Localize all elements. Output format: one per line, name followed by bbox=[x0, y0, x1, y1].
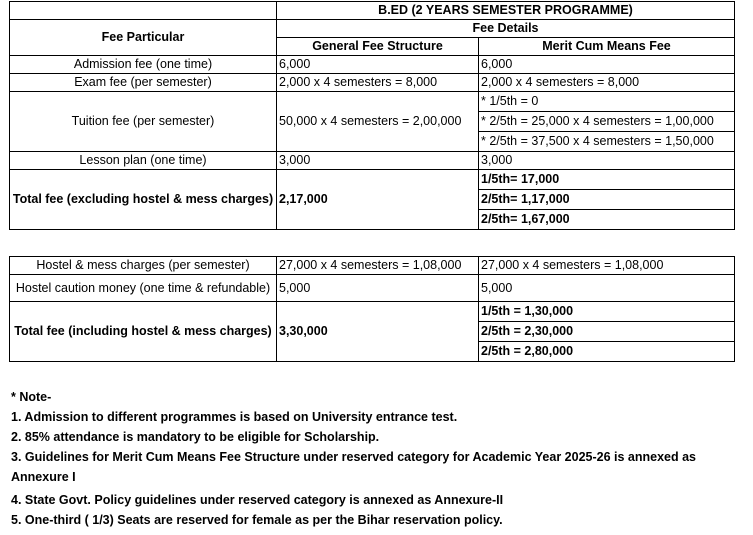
note-item: Annexure I bbox=[11, 470, 76, 484]
merit-line: 2/5th= 1,67,000 bbox=[479, 209, 734, 229]
merit-value bbox=[479, 170, 735, 230]
merit-value: 2,000 x 4 semesters = 8,000 bbox=[479, 74, 735, 92]
row-label: Hostel caution money (one time & refundable) bbox=[10, 275, 277, 302]
merit-line: 1/5th = 1,30,000 bbox=[481, 304, 574, 318]
general-value: 2,17,000 bbox=[277, 170, 479, 230]
notes-heading: * Note- bbox=[11, 390, 52, 404]
merit-value: 6,000 bbox=[479, 56, 735, 74]
programme-title: B.ED (2 YEARS SEMESTER PROGRAMME) bbox=[277, 2, 735, 20]
merit-value bbox=[479, 302, 735, 362]
merit-line: 2/5th = 2,80,000 bbox=[479, 341, 734, 361]
header-fee-details: Fee Details bbox=[277, 20, 735, 38]
table-row bbox=[10, 152, 735, 170]
merit-line: 2/5th = 2,30,000 bbox=[479, 321, 734, 341]
row-label: Total fee (including hostel & mess charges) bbox=[10, 302, 277, 362]
table-title bbox=[10, 2, 277, 20]
header-merit: Merit Cum Means Fee bbox=[479, 38, 735, 56]
row-label: Hostel & mess charges (per semester) bbox=[10, 257, 277, 275]
table-row bbox=[10, 275, 735, 302]
table-row bbox=[10, 302, 735, 362]
row-label: Exam fee (per semester) bbox=[10, 74, 277, 92]
table-row bbox=[10, 170, 735, 230]
header-fee-particular: Fee Particular bbox=[10, 20, 277, 56]
merit-line: * 2/5th = 25,000 x 4 semesters = 1,00,000 bbox=[479, 111, 734, 131]
merit-line: 2/5th= 1,17,000 bbox=[479, 189, 734, 209]
merit-line: * 2/5th = 37,500 x 4 semesters = 1,50,000 bbox=[479, 131, 734, 151]
header-general: General Fee Structure bbox=[277, 38, 479, 56]
table-row bbox=[10, 74, 735, 92]
merit-value bbox=[479, 92, 735, 152]
note-item: 4. State Govt. Policy guidelines under reserved category is annexed as Annexure-II bbox=[11, 493, 504, 507]
merit-value: 27,000 x 4 semesters = 1,08,000 bbox=[479, 257, 735, 275]
note-item: 3. Guidelines for Merit Cum Means Fee Structure under reserved category for Academic Year 2025-26 is annexed as bbox=[11, 450, 696, 464]
table-row bbox=[10, 257, 735, 275]
merit-value: 5,000 bbox=[479, 275, 735, 302]
table-row bbox=[10, 92, 735, 152]
general-value: 2,000 x 4 semesters = 8,000 bbox=[277, 74, 479, 92]
hostel-fee-table bbox=[9, 256, 735, 362]
row-label: Admission fee (one time) bbox=[10, 56, 277, 74]
general-value: 27,000 x 4 semesters = 1,08,000 bbox=[277, 257, 479, 275]
row-label: Lesson plan (one time) bbox=[10, 152, 277, 170]
fee-table bbox=[9, 1, 735, 230]
general-value: 3,30,000 bbox=[277, 302, 479, 362]
general-value: 5,000 bbox=[277, 275, 479, 302]
general-value: 50,000 x 4 semesters = 2,00,000 bbox=[277, 92, 479, 152]
row-label: Total fee (excluding hostel & mess charges) bbox=[10, 170, 277, 230]
note-item: 2. 85% attendance is mandatory to be eligible for Scholarship. bbox=[11, 430, 380, 444]
note-item: 1. Admission to different programmes is based on University entrance test. bbox=[11, 410, 458, 424]
general-value: 6,000 bbox=[277, 56, 479, 74]
general-value: 3,000 bbox=[277, 152, 479, 170]
table-row bbox=[10, 56, 735, 74]
note-item: 5. One-third ( 1/3) Seats are reserved for female as per the Bihar reservation policy. bbox=[11, 513, 503, 527]
row-label: Tuition fee (per semester) bbox=[10, 92, 277, 152]
notes-section bbox=[11, 387, 741, 530]
merit-value: 3,000 bbox=[479, 152, 735, 170]
merit-line: 1/5th= 17,000 bbox=[481, 172, 560, 186]
merit-line: * 1/5th = 0 bbox=[481, 94, 539, 108]
